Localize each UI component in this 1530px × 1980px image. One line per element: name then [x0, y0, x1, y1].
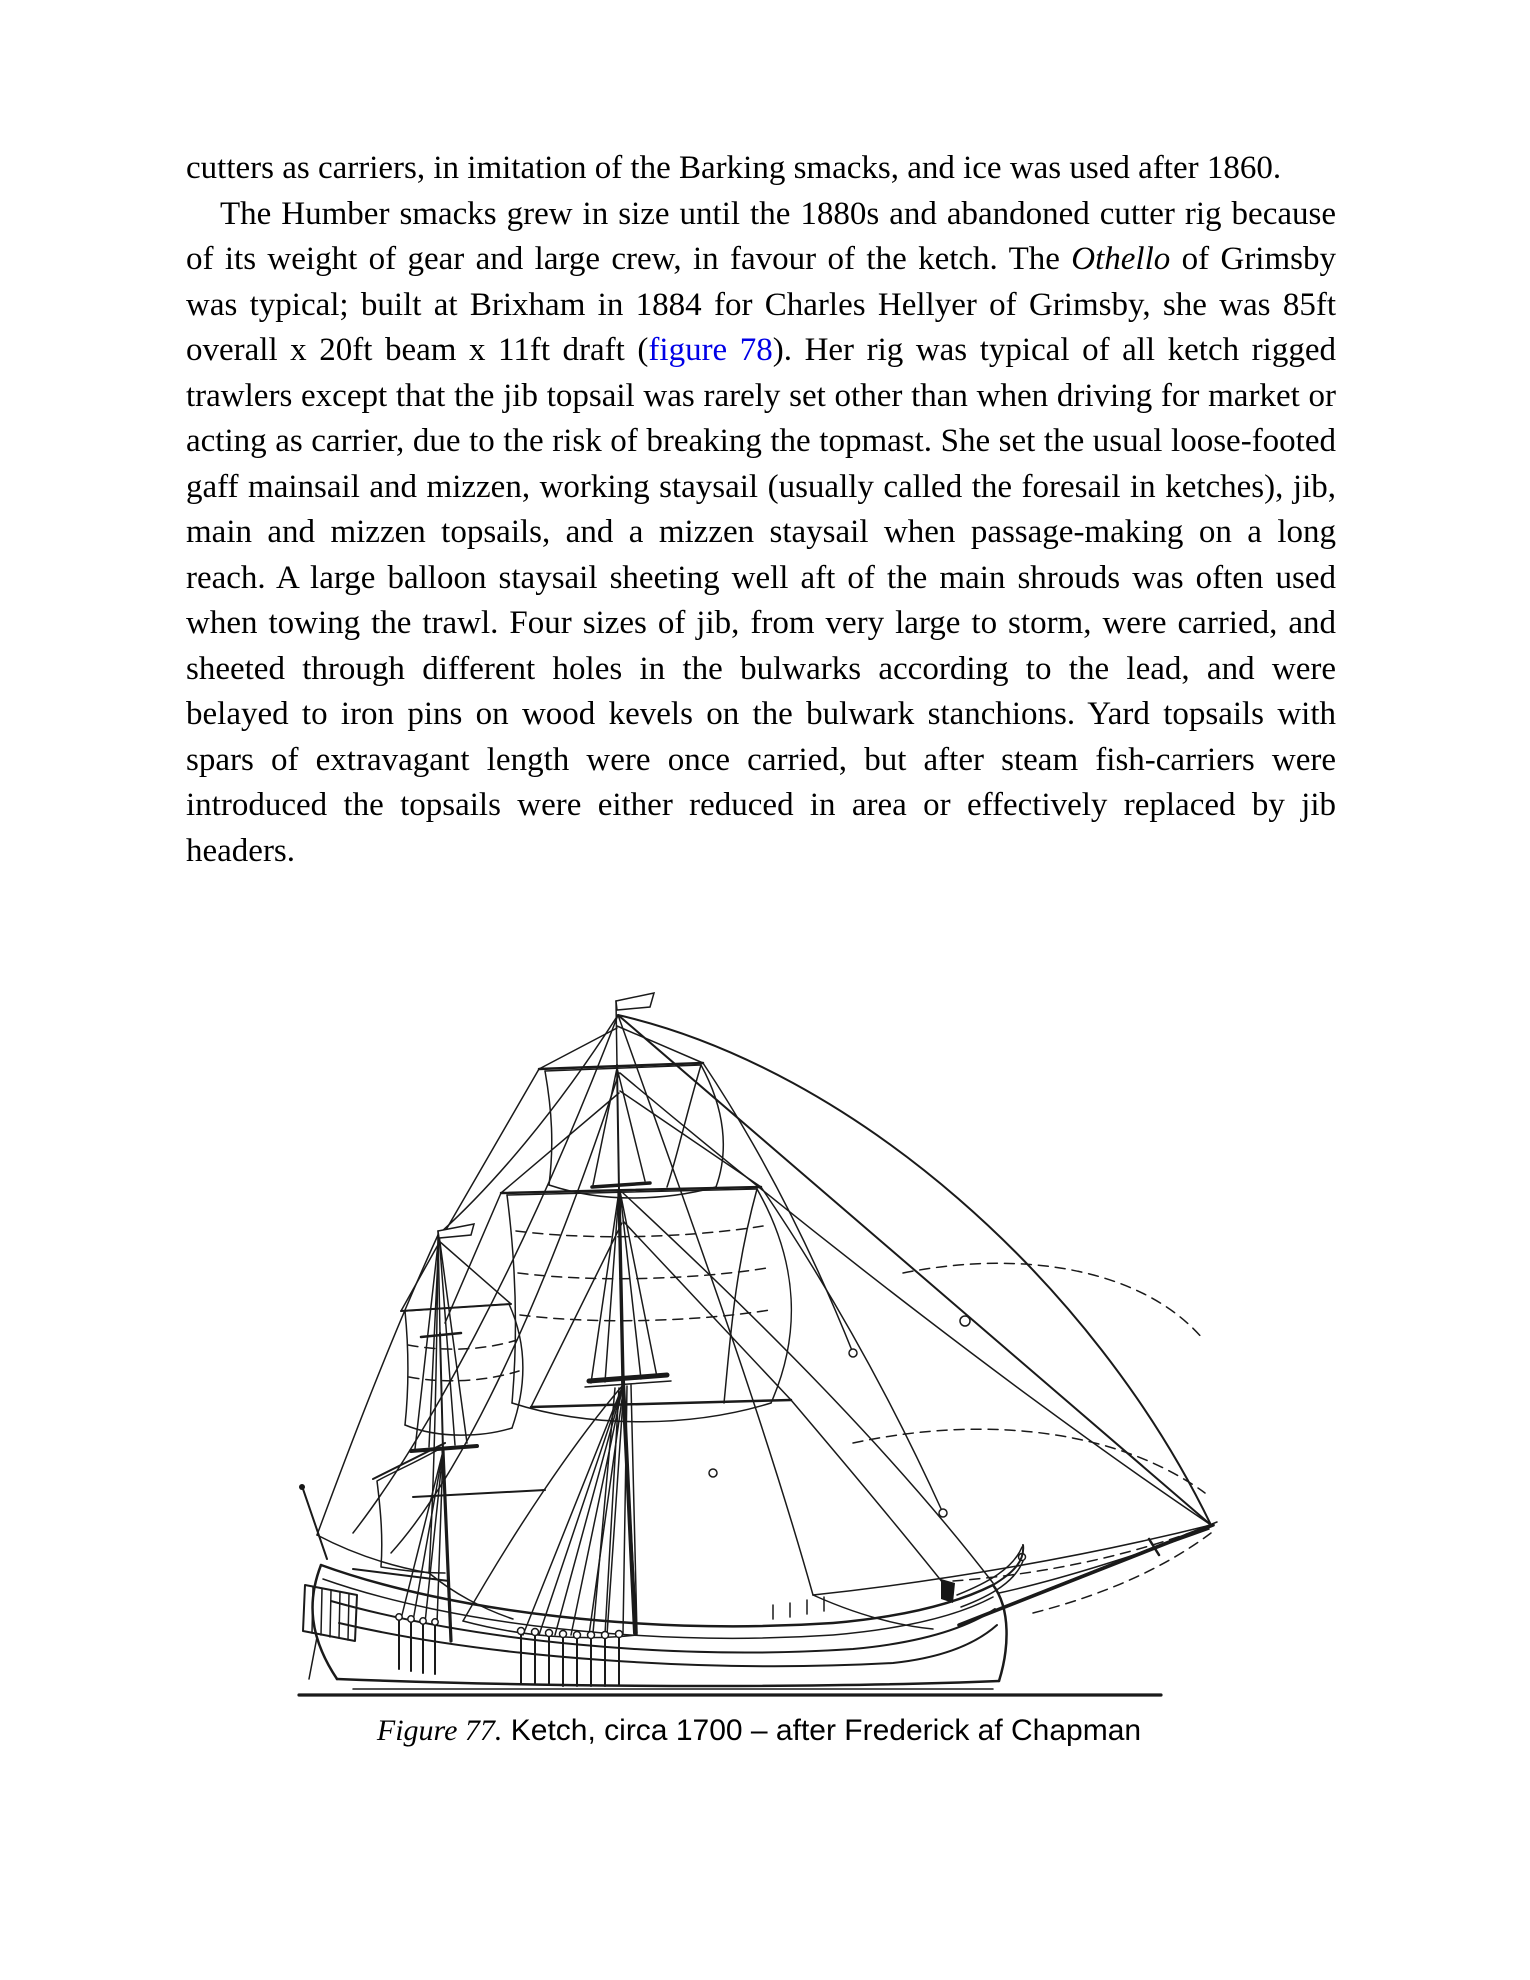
main-flag	[616, 993, 654, 1010]
p2-after-name: of Grimsby was typical; built at Brixham in 1884 for Charles Hellyer of Grimsby, she was 85ft overall x 20ft beam x 11ft draft (	[186, 241, 1336, 368]
ketch-illustration	[293, 973, 1225, 1705]
paragraph-humber-smacks	[186, 192, 1336, 875]
p2-before-name: The Humber smacks grew in size until the 1880s and abandoned cutter rig because of its weight of gear and large crew, in favour of the ketch. The	[186, 195, 1336, 277]
ensign-staff	[303, 1489, 327, 1559]
paragraph1-text: cutters as carriers, in imitation of the Barking smacks, and ice was used after 1860.	[186, 150, 1282, 186]
bow-anchor	[941, 1579, 955, 1603]
belaying-pins-mizzen	[396, 1614, 438, 1674]
paragraph-continuation	[186, 146, 1336, 192]
body-text	[186, 146, 1336, 874]
vessel-name-othello: Othello	[1071, 241, 1171, 277]
ship-hull	[303, 1545, 1026, 1686]
ship-waterline	[299, 1689, 1161, 1695]
figure-77-illustration	[293, 973, 1225, 1705]
figure-caption-label: Figure 77.	[376, 1714, 503, 1747]
ship-rigging	[353, 1015, 1211, 1635]
figure-caption-text: Ketch, circa 1700 – after Frederick af Chapman	[502, 1714, 1142, 1747]
figure-caption	[293, 1712, 1225, 1750]
mizzen-flag	[438, 1224, 474, 1238]
figure-78-link[interactable]: figure 78	[648, 332, 773, 368]
ship-sails	[317, 1065, 791, 1638]
p2-after-link: ). Her rig was typical of all ketch rigged trawlers except that the jib topsail was rarely set other than when driving for market or acting as carrier, due to the risk of breaking the topmast. She set the usual loose-footed gaff mainsail and mizzen, working staysail (usually called the foresail in ketches), jib, main and mizzen topsails, and a mizzen staysail when passage-making on a long reach. A large balloon staysail sheeting well aft of the main shrouds was often used when towing the trawl. Four sizes of jib, from very large to storm, were carried, and sheeted through different holes in the bulwarks according to the lead, and were belayed to iron pins on wood kevels on the bulwark stanchions. Yard topsails with spars of extravagant length were once carried, but after steam fish-carriers were introduced the topsails were either reduced in area or effectively replaced by jib headers.	[186, 332, 1336, 869]
